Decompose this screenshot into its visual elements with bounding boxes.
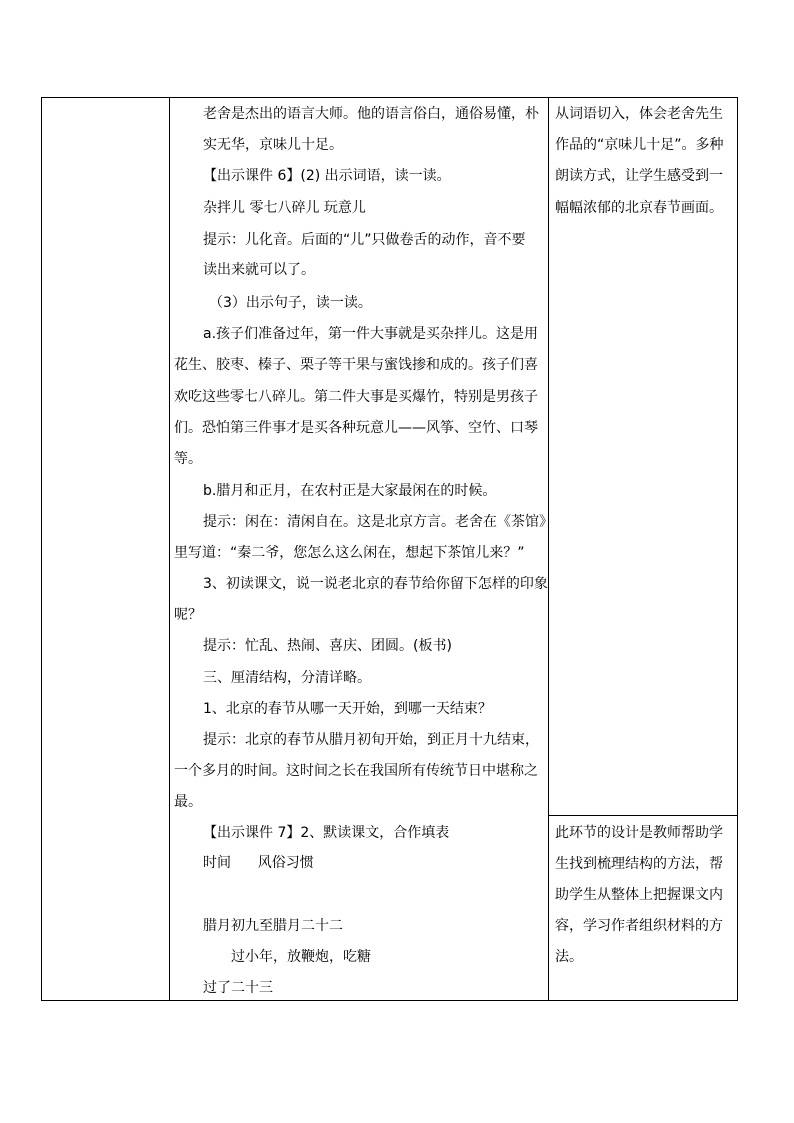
column-divider-right [548,98,549,1000]
lesson-table [41,97,738,1001]
text-line: 花生、胶枣、榛子、栗子等干果与蜜饯掺和成的。孩子们喜 [174,357,538,373]
text-line: 【出示课件 7】2、默读课文，合作填表 [203,825,450,841]
text-line: 三、厘清结构，分清详略。 [203,670,371,686]
text-line: 等。 [174,451,202,467]
text-line: 过了二十三 [203,980,273,996]
text-line: 们。恐怕第三件事才是买各种玩意儿——风筝、空竹、口琴 [174,420,538,436]
note-line: 此环节的设计是教师帮助学 [555,825,723,841]
text-line: 3、初读课文，说一说老北京的春节给你留下怎样的印象 [203,576,548,592]
text-line: b.腊月和正月，在农村正是大家最闲在的时候。 [203,483,497,499]
text-line: 提示：北京的春节从腊月初旬开始，到正月十九结束， [203,732,539,748]
column-divider-left [169,98,170,1000]
text-line: 读出来就可以了。 [203,262,315,278]
text-line: 老舍是杰出的语言大师。他的语言俗白，通俗易懂，朴 [203,106,539,122]
notes-row-divider [548,815,737,816]
text-line: 1、北京的春节从哪一天开始，到哪一天结束？ [203,701,492,717]
note-line: 助学生从整体上把握课文内 [555,887,723,903]
text-line: 最。 [174,794,202,810]
text-line: 呢？ [174,607,202,623]
note-line: 容，学习作者组织材料的方 [555,918,723,934]
text-line: 提示：闲在：清闲自在。这是北京方言。老舍在《茶馆》 [203,514,553,530]
note-line: 作品的“京味儿十足”。多种 [555,137,724,153]
text-line: （3）出示句子，读一读。 [209,295,372,311]
text-line: 腊月初九至腊月二十二 [203,918,343,934]
note-line: 朗读方式，让学生感受到一 [555,168,723,184]
note-line: 法。 [555,949,583,965]
text-line: 【出示课件 6】(2) 出示词语，读一读。 [203,168,451,184]
text-line: 过小年，放鞭炮，吃糖 [231,949,371,965]
text-line: 里写道：“秦二爷，您怎么这么闲在，想起下茶馆儿来？” [174,545,525,561]
text-line: 欢吃这些零七八碎儿。第二件大事是买爆竹，特别是男孩子 [174,389,538,405]
text-line: 提示：儿化音。后面的“儿”只做卷舌的动作，音不要 [203,232,526,248]
text-line: 时间 风俗习惯 [203,855,314,871]
text-line: 一个多月的时间。这时间之长在我国所有传统节日中堪称之 [174,763,538,779]
text-line: 杂拌儿 零七八碎儿 玩意儿 [203,200,366,216]
note-line: 生找到梳理结构的方法，帮 [555,856,723,872]
text-line: 实无华，京味儿十足。 [203,137,343,153]
text-line: a.孩子们准备过年，第一件大事就是买杂拌儿。这是用 [203,326,539,342]
text-line: 提示：忙乱、热闹、喜庆、团圆。(板书) [203,638,452,654]
note-line: 从词语切入，体会老舍先生 [555,106,723,122]
note-line: 幅幅浓郁的北京春节画面。 [555,200,723,216]
